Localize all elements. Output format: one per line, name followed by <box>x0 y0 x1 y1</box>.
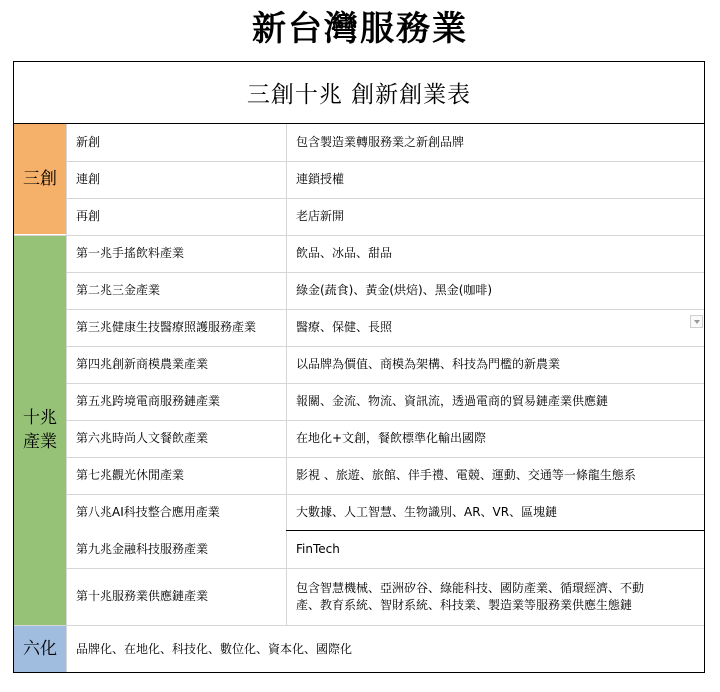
row-description: 以品牌為價值、商模為架構、科技為門檻的新農業 <box>296 357 561 371</box>
page-title: 新台灣服務業 <box>252 9 468 49</box>
grid-line <box>66 457 704 458</box>
table-heading: 三創十兆 創新創業表 <box>14 62 704 124</box>
row-name: 第七兆觀光休閒產業 <box>76 468 185 482</box>
row-description: 影視 、旅遊、旅館、伴手禮、電競、運動、交通等一條龍生態系 <box>296 468 636 482</box>
row-name: 第三兆健康生技醫療照護服務產業 <box>76 320 257 334</box>
grid-line <box>14 625 704 626</box>
row-description: 在地化+文創，餐飲標準化輸出國際 <box>296 431 487 445</box>
row-name: 第五兆跨境電商服務鏈產業 <box>76 394 221 408</box>
row-name: 連創 <box>76 172 101 186</box>
row-description: 大數據、人工智慧、生物識別、AR、VR、區塊鏈 <box>296 505 558 519</box>
row-name: 第二兆三金產業 <box>76 283 161 297</box>
row-description: 老店新開 <box>296 209 345 223</box>
grid-line <box>66 346 704 347</box>
group-label-line: 十兆 <box>23 408 57 428</box>
grid-line <box>66 272 704 273</box>
group-label-line: 產業 <box>23 432 57 452</box>
row-name: 第十兆服務業供應鏈產業 <box>76 589 209 603</box>
row-name: 第九兆金融科技服務產業 <box>76 542 209 556</box>
row-name: 再創 <box>76 209 101 223</box>
grid-line <box>14 235 704 236</box>
row-name: 第四兆創新商模農業產業 <box>76 357 209 371</box>
grid-line <box>286 124 287 625</box>
innovation-table <box>13 61 705 673</box>
description-line: 產、教育系統、智財系統、科技業、製造業等服務業供應生態鏈 <box>296 597 633 612</box>
row-name: 第八兆AI科技整合應用產業 <box>76 505 220 519</box>
description-line: 包含智慧機械、亞洲矽谷、綠能科技、國防產業、循環經濟、不動 <box>296 580 645 595</box>
row-name: 第六兆時尚人文餐飲產業 <box>76 431 209 445</box>
row-description: 品牌化、在地化、科技化、數位化、資本化、國際化 <box>76 641 353 656</box>
grid-line <box>66 494 704 495</box>
group-label-shi-zhao <box>14 235 66 625</box>
group-label-san-chuang: 三創 <box>14 124 66 234</box>
grid-line <box>66 383 704 384</box>
row-name: 第一兆手搖飲料產業 <box>76 246 185 260</box>
grid-line <box>66 420 704 421</box>
grid-line <box>66 568 704 569</box>
grid-line <box>66 198 704 199</box>
row-description <box>287 568 704 625</box>
row-description: 綠金(蔬食)、黃金(烘焙)、黑金(咖啡) <box>296 283 493 297</box>
grid-line <box>286 530 704 531</box>
dropdown-arrow-icon[interactable] <box>690 315 703 328</box>
grid-line <box>66 124 67 672</box>
row-description: 連鎖授權 <box>296 172 345 186</box>
row-description: 報關、金流、物流、資訊流，透過電商的貿易鏈產業供應鏈 <box>296 394 609 408</box>
row-name: 新創 <box>76 135 101 149</box>
row-description: 醫療、保健、長照 <box>296 320 393 334</box>
grid-line <box>66 161 704 162</box>
grid-line <box>66 309 704 310</box>
row-description: 飲品、冰品、甜品 <box>296 246 393 260</box>
row-description: 包含製造業轉服務業之新創品牌 <box>296 135 465 149</box>
row-description: FinTech <box>296 542 340 556</box>
group-label-liu-hua: 六化 <box>14 626 66 672</box>
